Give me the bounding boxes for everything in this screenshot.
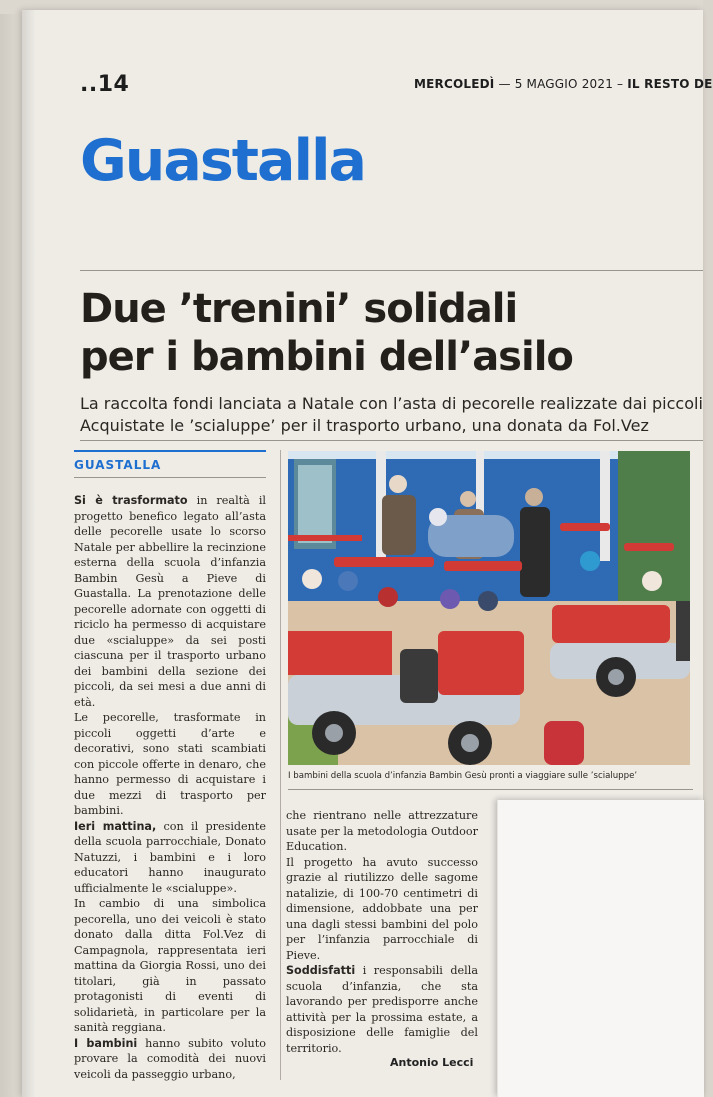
- paragraph-lead: I bambini: [74, 1036, 138, 1050]
- paragraph-text: Il progetto ha avuto successo grazie al riutilizzo delle sagome natalizie, di 100-70 centimetri di dimensione, addobbate una per una dagli stessi bambini del polo per l’infanzia parrocchiale di Pieve.: [286, 855, 478, 962]
- paragraph: [74, 493, 266, 710]
- article-photo: [288, 451, 690, 765]
- divider: [80, 440, 703, 441]
- photo-illustration: [288, 451, 690, 765]
- paragraph-text: hanno subito voluto provare la comodità dei nuovi veicoli da passeggio urbano,: [74, 1036, 266, 1081]
- paragraph-text: con il presidente della scuola parrocchiale, Donato Natuzzi, i bambini e i loro educatori hanno inaugurato ufficialmente le «scialuppe».: [74, 819, 266, 895]
- paragraph: [74, 819, 266, 897]
- divider: [80, 270, 703, 271]
- white-paper-note: [497, 800, 704, 1097]
- paragraph: [74, 1036, 266, 1083]
- paragraph: [286, 808, 478, 855]
- column-divider: [280, 450, 281, 1080]
- kicker-bar: [74, 450, 266, 452]
- paragraph-lead: Ieri mattina,: [74, 819, 157, 833]
- dateline-publication: IL RESTO DE: [627, 77, 713, 91]
- divider: [288, 789, 693, 790]
- paragraph-text: che rientrano nelle attrezzature usate per la metodologia Outdoor Education.: [286, 809, 478, 853]
- subhead-line-2: Acquistate le ’scialuppe’ per il trasporto urbano, una donata da Fol.Vez: [80, 416, 649, 435]
- paragraph: [286, 963, 478, 1056]
- paragraph-lead: Si è trasformato: [74, 494, 188, 507]
- headline-line-2: per i bambini dell’asilo: [80, 334, 573, 380]
- dateline-weekday: MERCOLEDÌ: [414, 77, 495, 91]
- paragraph: [286, 855, 478, 964]
- divider: [74, 477, 266, 478]
- subhead-line-1: La raccolta fondi lanciata a Natale con l’asta di pecorelle realizzate dai piccoli: [80, 394, 703, 413]
- paragraph-text: In cambio di una simbolica pecorella, uno dei veicoli è stato donato dalla ditta Fol.Vez di Campagnola, rappresentata ieri mattina da Giorgia Rossi, uno dei titolari, già in passato protagonisti di eventi di solidarietà, in particolare per la sanità reggiana.: [74, 897, 266, 1034]
- page-number: [80, 72, 129, 97]
- paragraph: [74, 710, 266, 819]
- dateline: [414, 77, 713, 91]
- page-number-value: 14: [97, 72, 130, 97]
- paragraph-text: i responsabili della scuola d’infanzia, che sta lavorando per predisporre anche attività per la prossima estate, a disposizione delle famiglie del territorio.: [286, 964, 478, 1055]
- page-number-prefix: ..: [80, 72, 98, 97]
- article-column-1: [74, 493, 266, 1082]
- dateline-date: — 5 MAGGIO 2021 –: [498, 77, 624, 91]
- section-title: Guastalla: [80, 128, 366, 194]
- article-author: Antonio Lecci: [390, 1056, 474, 1069]
- headline-line-1: Due ’trenini’ solidali: [80, 286, 518, 332]
- article-column-2: [286, 808, 478, 1056]
- photo-caption: I bambini della scuola d’infanzia Bambin Gesù pronti a viaggiare sulle ’scialuppe’: [288, 771, 638, 781]
- page-fold-shadow: [22, 10, 36, 1097]
- article-kicker: GUASTALLA: [74, 458, 162, 472]
- article-headline: [80, 285, 573, 381]
- paragraph-text: Le pecorelle, trasformate in piccoli oggetti d’arte e decorativi, sono stati scambiati con piccole offerte in denaro, che hanno permesso di acquistare i due mezzi di trasporto per bambini.: [74, 711, 266, 817]
- paragraph: [74, 896, 266, 1036]
- paragraph-lead: Soddisfatti: [286, 964, 356, 977]
- article-subhead: [80, 393, 703, 437]
- paragraph-text: in realtà il progetto benefico legato all’asta delle pecorelle usate lo scorso Natale per abbellire la recinzione esterna della scuola d’infanzia Bambin Gesù a Pieve di Guastalla. La prenotazione delle pecorelle adornate con oggetti di riciclo ha permesso di acquistare due «scialuppe» da sei posti ciascuna per il trasporto urbano dei bambini della sezione dei piccoli, da sei mesi a due anni di età.: [74, 494, 266, 709]
